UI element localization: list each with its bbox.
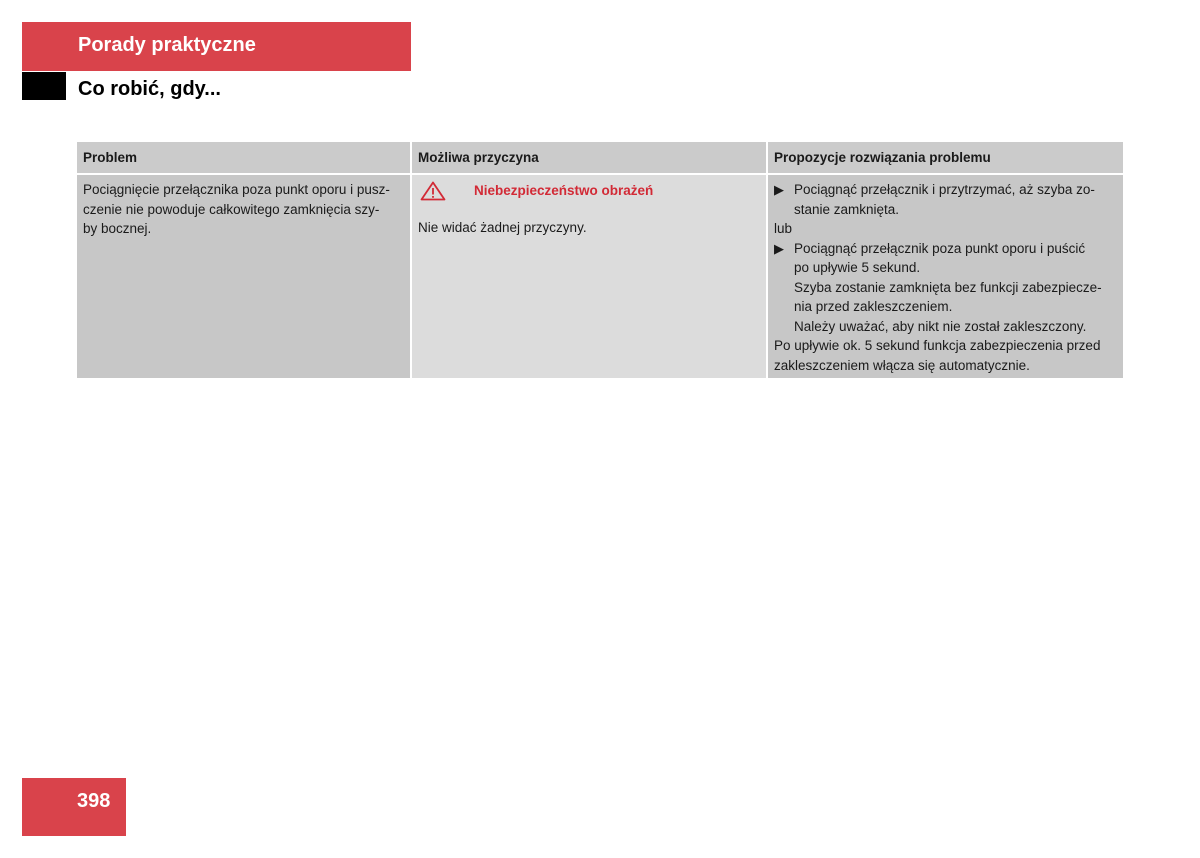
warning-notice [418, 180, 760, 202]
section-title: Porady praktyczne [78, 34, 256, 56]
note-line: zakleszczeniem włącza się automatycznie. [774, 357, 1030, 373]
table-row [77, 175, 1123, 378]
column-header-solution: Propozycje rozwiązania problemu [768, 142, 1123, 173]
problem-cell [77, 175, 410, 378]
note-line: Po upływie ok. 5 sekund funkcja zabezpieczenia przed [774, 338, 1101, 353]
step-line: stanie zamknięta. [794, 201, 900, 217]
solution-step [774, 239, 1117, 337]
step-line: po upływie 5 sekund. [794, 260, 921, 275]
column-header-problem: Problem [77, 142, 410, 173]
or-separator: lub [774, 221, 793, 236]
column-header-cause: Możliwa przyczyna [412, 142, 766, 173]
step-line: Pociągnąć przełącznik poza punkt oporu i puścić [794, 240, 1086, 256]
problem-line: by bocznej. [83, 221, 152, 236]
step-arrow-icon: ▶ [774, 182, 784, 197]
problem-line: czenie nie powoduje całkowitego zamknięcia szy- [83, 201, 380, 217]
warning-triangle-icon [420, 181, 446, 201]
step-line: Szyba zostanie zamknięta bez funkcji zabezpiecze- [794, 279, 1102, 295]
page-number: 398 [77, 790, 111, 812]
title-marker [22, 72, 66, 100]
solution-cell [768, 175, 1123, 378]
cause-text: Nie widać żadnej przyczyny. [418, 220, 587, 235]
table-header-row [77, 142, 1123, 173]
cause-cell [412, 175, 766, 378]
solution-step [774, 180, 1117, 219]
step-line: Należy uważać, aby nikt nie został zakleszczony. [794, 318, 1087, 334]
warning-text: Niebezpieczeństwo obrażeń [474, 183, 654, 199]
step-line: Pociągnąć przełącznik i przytrzymać, aż szyba zo- [794, 182, 1095, 197]
troubleshooting-table [77, 142, 1123, 378]
page-number-box [22, 778, 126, 836]
problem-line: Pociągnięcie przełącznika poza punkt oporu i pusz- [83, 182, 390, 197]
step-line: nia przed zakleszczeniem. [794, 299, 953, 314]
step-arrow-icon: ▶ [774, 240, 784, 256]
section-banner [22, 22, 411, 71]
page-title: Co robić, gdy... [78, 78, 221, 100]
